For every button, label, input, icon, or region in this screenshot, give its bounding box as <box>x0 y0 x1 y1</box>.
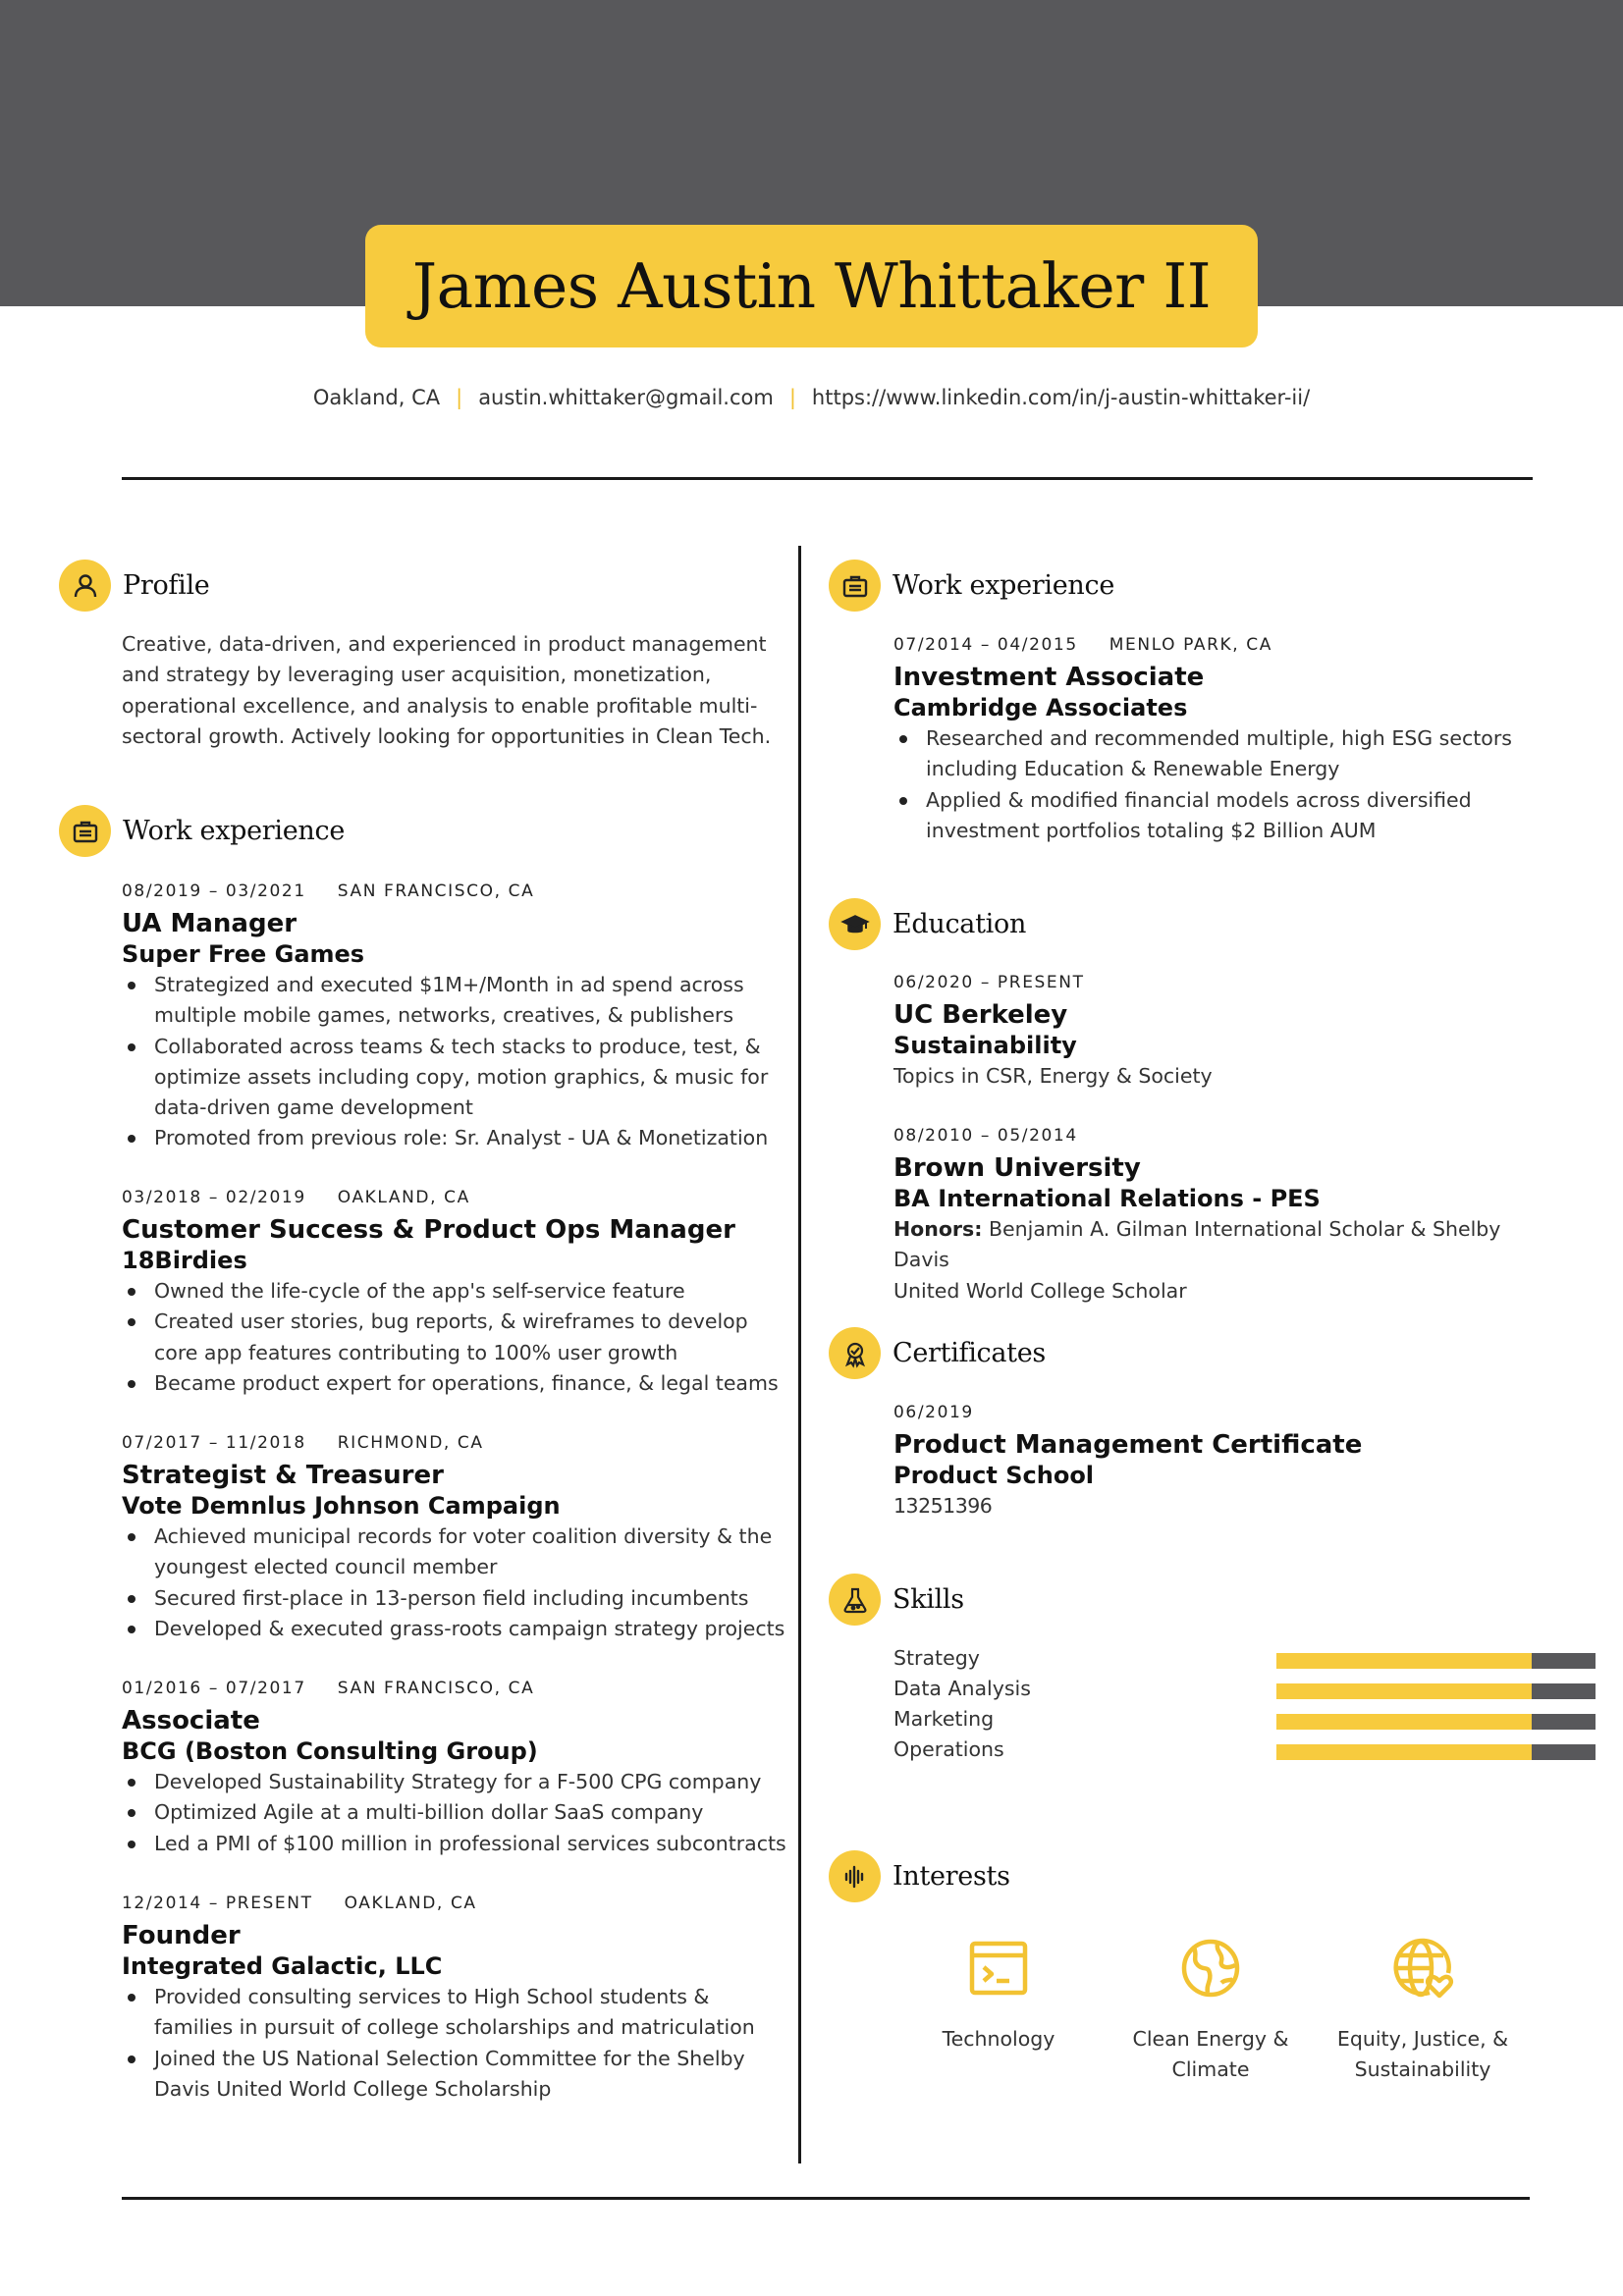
bullet-item: Provided consulting services to High School students & families in pursuit of college scholarships and matriculation <box>122 1982 789 2044</box>
bullet-item: Created user stories, bug reports, & wireframes to develop core app features contributing to 100% user growth <box>122 1307 789 1368</box>
certificate-badge-icon <box>829 1327 881 1379</box>
job-bullets <box>122 1982 789 2105</box>
bullet-item: Developed & executed grass-roots campaign strategy projects <box>122 1614 789 1644</box>
flask-icon <box>829 1574 881 1626</box>
bullet-item: Applied & modified financial models across diversified investment portfolios totaling $2 Billion AUM <box>893 785 1542 847</box>
job-dates: 12/2014 – PRESENT <box>122 1894 313 1913</box>
skill-row <box>893 1642 1534 1673</box>
school-name: UC Berkeley <box>893 1000 1068 1030</box>
certificates-heading <box>829 1327 1046 1379</box>
job-entry <box>122 1893 789 2105</box>
education-dates: 06/2020 – PRESENT <box>893 973 1085 992</box>
interests-heading <box>829 1850 1010 1902</box>
job-org: Cambridge Associates <box>893 694 1188 721</box>
bullet-item: Strategized and executed $1M+/Month in ad spend across multiple mobile games, networks, creatives, & publishers <box>122 970 789 1032</box>
contact-separator: | <box>788 386 796 409</box>
bullet-item: Became product expert for operations, finance, & legal teams <box>122 1368 789 1399</box>
briefcase-icon <box>829 560 881 612</box>
candidate-name: James Austin Whittaker II <box>411 250 1212 322</box>
interest-label: Clean Energy & Climate <box>1132 2027 1289 2082</box>
job-meta <box>122 1187 789 1208</box>
interest-item <box>900 1936 1097 2055</box>
job-dates: 07/2017 – 11/2018 <box>122 1433 306 1453</box>
certificate-name: Product Management Certificate <box>893 1430 1363 1460</box>
profile-line: and strategy by leveraging user acquisition, monetization, <box>122 663 712 687</box>
education-dates: 08/2010 – 05/2014 <box>893 1126 1078 1146</box>
interest-label: Equity, Justice, & Sustainability <box>1336 2027 1509 2082</box>
job-meta <box>122 1432 789 1454</box>
bullet-item: Owned the life-cycle of the app's self-service feature <box>122 1276 789 1307</box>
education-title: Education <box>893 909 1027 939</box>
globe-heart-icon <box>1390 1936 1455 2001</box>
job-bullets <box>122 970 789 1154</box>
bullet-item: Achieved municipal records for voter coalition diversity & the youngest elected council member <box>122 1522 789 1583</box>
contact-separator: | <box>456 386 463 409</box>
job-bullets <box>893 723 1542 846</box>
profile-title: Profile <box>123 570 210 601</box>
job-entry <box>122 1678 789 1859</box>
skills-title: Skills <box>893 1584 964 1615</box>
skill-level-bar <box>1276 1714 1596 1730</box>
name-banner <box>365 225 1258 347</box>
job-meta <box>122 881 789 902</box>
bullet-item: Secured first-place in 13-person field including incumbents <box>122 1583 789 1614</box>
job-role: Investment Associate <box>893 663 1205 692</box>
education-heading <box>829 898 1026 950</box>
job-location: MENLO PARK, CA <box>1109 635 1273 655</box>
skills-heading <box>829 1574 964 1626</box>
sound-wave-icon <box>829 1850 881 1902</box>
job-meta <box>122 1893 789 1914</box>
job-role: Customer Success & Product Ops Manager <box>122 1215 735 1245</box>
job-dates: 03/2018 – 02/2019 <box>122 1188 306 1207</box>
job-dates: 08/2019 – 03/2021 <box>122 881 306 901</box>
skill-level-fill <box>1276 1653 1532 1669</box>
school-name: Brown University <box>893 1153 1141 1183</box>
profile-line: operational excellence, and analysis to enable profitable multi- <box>122 693 758 718</box>
skill-label: Strategy <box>893 1645 980 1670</box>
job-meta <box>893 634 1542 656</box>
work-experience-heading-right <box>829 560 1114 612</box>
job-entry <box>122 1187 789 1399</box>
education-entry <box>893 972 1542 1092</box>
profile-heading <box>59 560 209 612</box>
briefcase-icon <box>59 805 111 857</box>
terminal-icon <box>966 1936 1031 2001</box>
bullet-item: Joined the US National Selection Committee for the Shelby Davis United World College Scholarship <box>122 2044 789 2106</box>
job-location: SAN FRANCISCO, CA <box>337 1679 535 1698</box>
job-org: BCG (Boston Consulting Group) <box>122 1737 538 1765</box>
job-org: Integrated Galactic, LLC <box>122 1952 443 1980</box>
certificate-id: 13251396 <box>893 1494 993 1518</box>
skill-level-bar <box>1276 1744 1596 1760</box>
interests-title: Interests <box>893 1861 1010 1892</box>
top-divider <box>122 477 1533 480</box>
education-detail: Topics in CSR, Energy & Society <box>893 1064 1213 1088</box>
work-experience-title: Work experience <box>893 570 1115 601</box>
job-bullets <box>122 1276 789 1399</box>
bottom-divider <box>122 2197 1530 2200</box>
person-icon <box>59 560 111 612</box>
job-role: Founder <box>122 1921 241 1950</box>
job-org: Super Free Games <box>122 940 365 968</box>
job-entry <box>122 881 789 1154</box>
certificate-date: 06/2019 <box>893 1403 974 1422</box>
bullet-item: Collaborated across teams & tech stacks to produce, test, & optimize assets including copy, motion graphics, & music for data-driven game development <box>122 1032 789 1124</box>
job-location: SAN FRANCISCO, CA <box>337 881 535 901</box>
certificates-title: Certificates <box>893 1338 1046 1368</box>
column-divider <box>798 546 801 2163</box>
job-role: Strategist & Treasurer <box>122 1461 444 1490</box>
contact-line <box>0 386 1623 409</box>
job-location: OAKLAND, CA <box>344 1894 477 1913</box>
contact-email[interactable]: austin.whittaker@gmail.com <box>478 386 774 409</box>
certificate-issuer: Product School <box>893 1462 1095 1489</box>
contact-linkedin[interactable]: https://www.linkedin.com/in/j-austin-whittaker-ii/ <box>811 386 1311 409</box>
job-location: OAKLAND, CA <box>337 1188 470 1207</box>
education-entry <box>893 1125 1542 1307</box>
job-meta <box>122 1678 789 1699</box>
skill-level-fill <box>1276 1683 1532 1699</box>
skill-level-bar <box>1276 1683 1596 1699</box>
work-experience-heading <box>59 805 345 857</box>
graduation-cap-icon <box>829 898 881 950</box>
degree-name: BA International Relations - PES <box>893 1185 1321 1212</box>
job-bullets <box>122 1522 789 1644</box>
skill-row <box>893 1703 1534 1734</box>
skill-label: Operations <box>893 1736 1004 1761</box>
job-role: Associate <box>122 1706 260 1735</box>
profile-summary <box>122 629 780 752</box>
bullet-item: Optimized Agile at a multi-billion dollar SaaS company <box>122 1797 789 1828</box>
profile-line: Creative, data-driven, and experienced in product management <box>122 632 767 656</box>
job-location: RICHMOND, CA <box>337 1433 484 1453</box>
skill-row <box>893 1673 1534 1703</box>
skill-level-fill <box>1276 1714 1532 1730</box>
job-org: 18Birdies <box>122 1247 247 1274</box>
education-honors: Honors: Benjamin A. Gilman International Scholar & Shelby Davis <box>893 1217 1501 1272</box>
skill-row <box>893 1734 1534 1764</box>
skills-list <box>893 1642 1542 1780</box>
work-experience-title: Work experience <box>123 816 346 846</box>
bullet-item: Promoted from previous role: Sr. Analyst - UA & Monetization <box>122 1123 789 1153</box>
job-entry <box>893 634 1542 846</box>
bullet-item: Led a PMI of $100 million in professional services subcontracts <box>122 1829 789 1859</box>
bullet-item: Researched and recommended multiple, high ESG sectors including Education & Renewable Energy <box>893 723 1542 785</box>
job-org: Vote Demnlus Johnson Campaign <box>122 1492 561 1520</box>
job-dates: 01/2016 – 07/2017 <box>122 1679 306 1698</box>
job-role: UA Manager <box>122 909 298 938</box>
interest-item <box>1112 1936 1309 2086</box>
interest-label: Technology <box>942 2027 1055 2051</box>
contact-location: Oakland, CA <box>312 386 441 409</box>
skill-label: Data Analysis <box>893 1676 1031 1700</box>
interest-item <box>1325 1936 1521 2086</box>
job-entry <box>122 1432 789 1644</box>
education-honors-continued: United World College Scholar <box>893 1278 1187 1303</box>
bullet-item: Developed Sustainability Strategy for a F-500 CPG company <box>122 1767 789 1797</box>
skill-label: Marketing <box>893 1706 995 1731</box>
degree-name: Sustainability <box>893 1032 1077 1059</box>
job-bullets <box>122 1767 789 1859</box>
honors-label: Honors: <box>893 1217 983 1241</box>
skill-level-bar <box>1276 1653 1596 1669</box>
job-dates: 07/2014 – 04/2015 <box>893 635 1078 655</box>
skill-level-fill <box>1276 1744 1532 1760</box>
globe-icon <box>1178 1936 1243 2001</box>
certificate-entry <box>893 1402 1542 1522</box>
profile-line: sectoral growth. Actively looking for opportunities in Clean Tech. <box>122 723 772 748</box>
